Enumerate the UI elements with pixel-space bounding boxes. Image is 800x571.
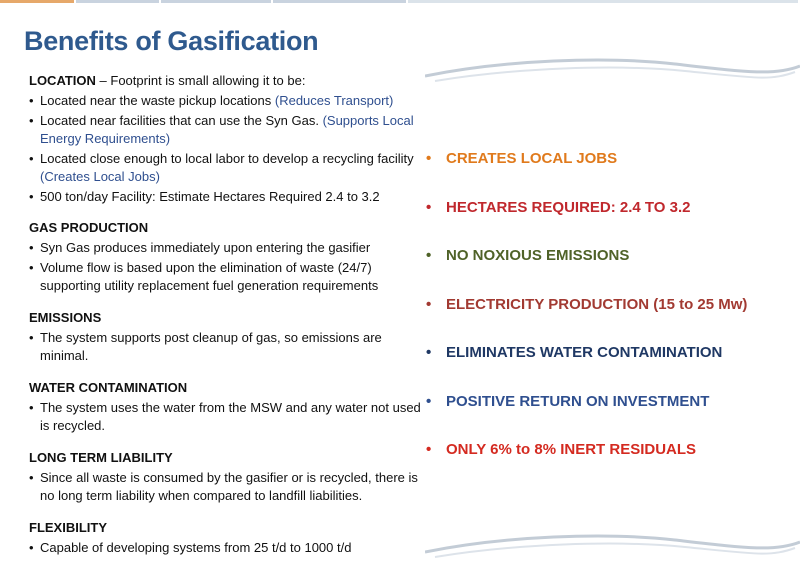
list-item: • Since all waste is consumed by the gasifier or is recycled, there is no long term liability when compared to landfill liabilities. xyxy=(29,469,424,505)
section-heading: EMISSIONS xyxy=(29,310,102,325)
section-location xyxy=(29,72,424,206)
list-item: • The system uses the water from the MSW and any water not used is recycled. xyxy=(29,399,424,435)
list-item: • Volume flow is based upon the elimination of waste (24/7) supporting utility replacement fuel generation requirements xyxy=(29,259,424,295)
key-benefit-item: • POSITIVE RETURN ON INVESTMENT xyxy=(426,391,800,440)
list-item: • 500 ton/day Facility: Estimate Hectares Required 2.4 to 3.2 xyxy=(29,188,424,206)
section-long-term-liability xyxy=(29,449,424,505)
list-item: • The system supports post cleanup of gas, so emissions are minimal. xyxy=(29,329,424,365)
top-accent-bar xyxy=(0,0,800,4)
list-item: • Capable of developing systems from 25 t/d to 1000 t/d xyxy=(29,539,424,557)
section-gas-production xyxy=(29,219,424,295)
list-item: • Located close enough to local labor to develop a recycling facility (Creates Local Jobs) xyxy=(29,150,424,186)
slide-title: Benefits of Gasification xyxy=(24,26,319,56)
benefits-detail-list xyxy=(29,72,424,557)
list-item: • Located near facilities that can use the Syn Gas. (Supports Local Energy Requirements) xyxy=(29,112,424,148)
key-benefit-item: • ELIMINATES WATER CONTAMINATION xyxy=(426,342,800,391)
section-heading: FLEXIBILITY xyxy=(29,520,107,535)
bottom-swoosh-decoration xyxy=(425,526,800,566)
list-item: • Syn Gas produces immediately upon entering the gasifier xyxy=(29,239,424,257)
key-benefit-item: • ELECTRICITY PRODUCTION (15 to 25 Mw) xyxy=(426,294,800,343)
key-benefit-item: • CREATES LOCAL JOBS xyxy=(426,148,800,197)
key-benefit-item: • ONLY 6% to 8% INERT RESIDUALS xyxy=(426,439,800,488)
section-intro: – Footprint is small allowing it to be: xyxy=(95,73,306,88)
section-heading: GAS PRODUCTION xyxy=(29,220,149,235)
section-water-contamination xyxy=(29,379,424,435)
section-flexibility xyxy=(29,519,424,557)
top-swoosh-decoration xyxy=(425,54,800,90)
list-item: • Located near the waste pickup locations (Reduces Transport) xyxy=(29,92,424,110)
section-heading: LOCATION xyxy=(29,73,96,88)
key-benefit-item: • HECTARES REQUIRED: 2.4 TO 3.2 xyxy=(426,197,800,246)
section-heading: LONG TERM LIABILITY xyxy=(29,450,173,465)
section-emissions xyxy=(29,309,424,365)
section-heading: WATER CONTAMINATION xyxy=(29,380,188,395)
key-benefits-list xyxy=(426,148,800,488)
key-benefit-item: • NO NOXIOUS EMISSIONS xyxy=(426,245,800,294)
